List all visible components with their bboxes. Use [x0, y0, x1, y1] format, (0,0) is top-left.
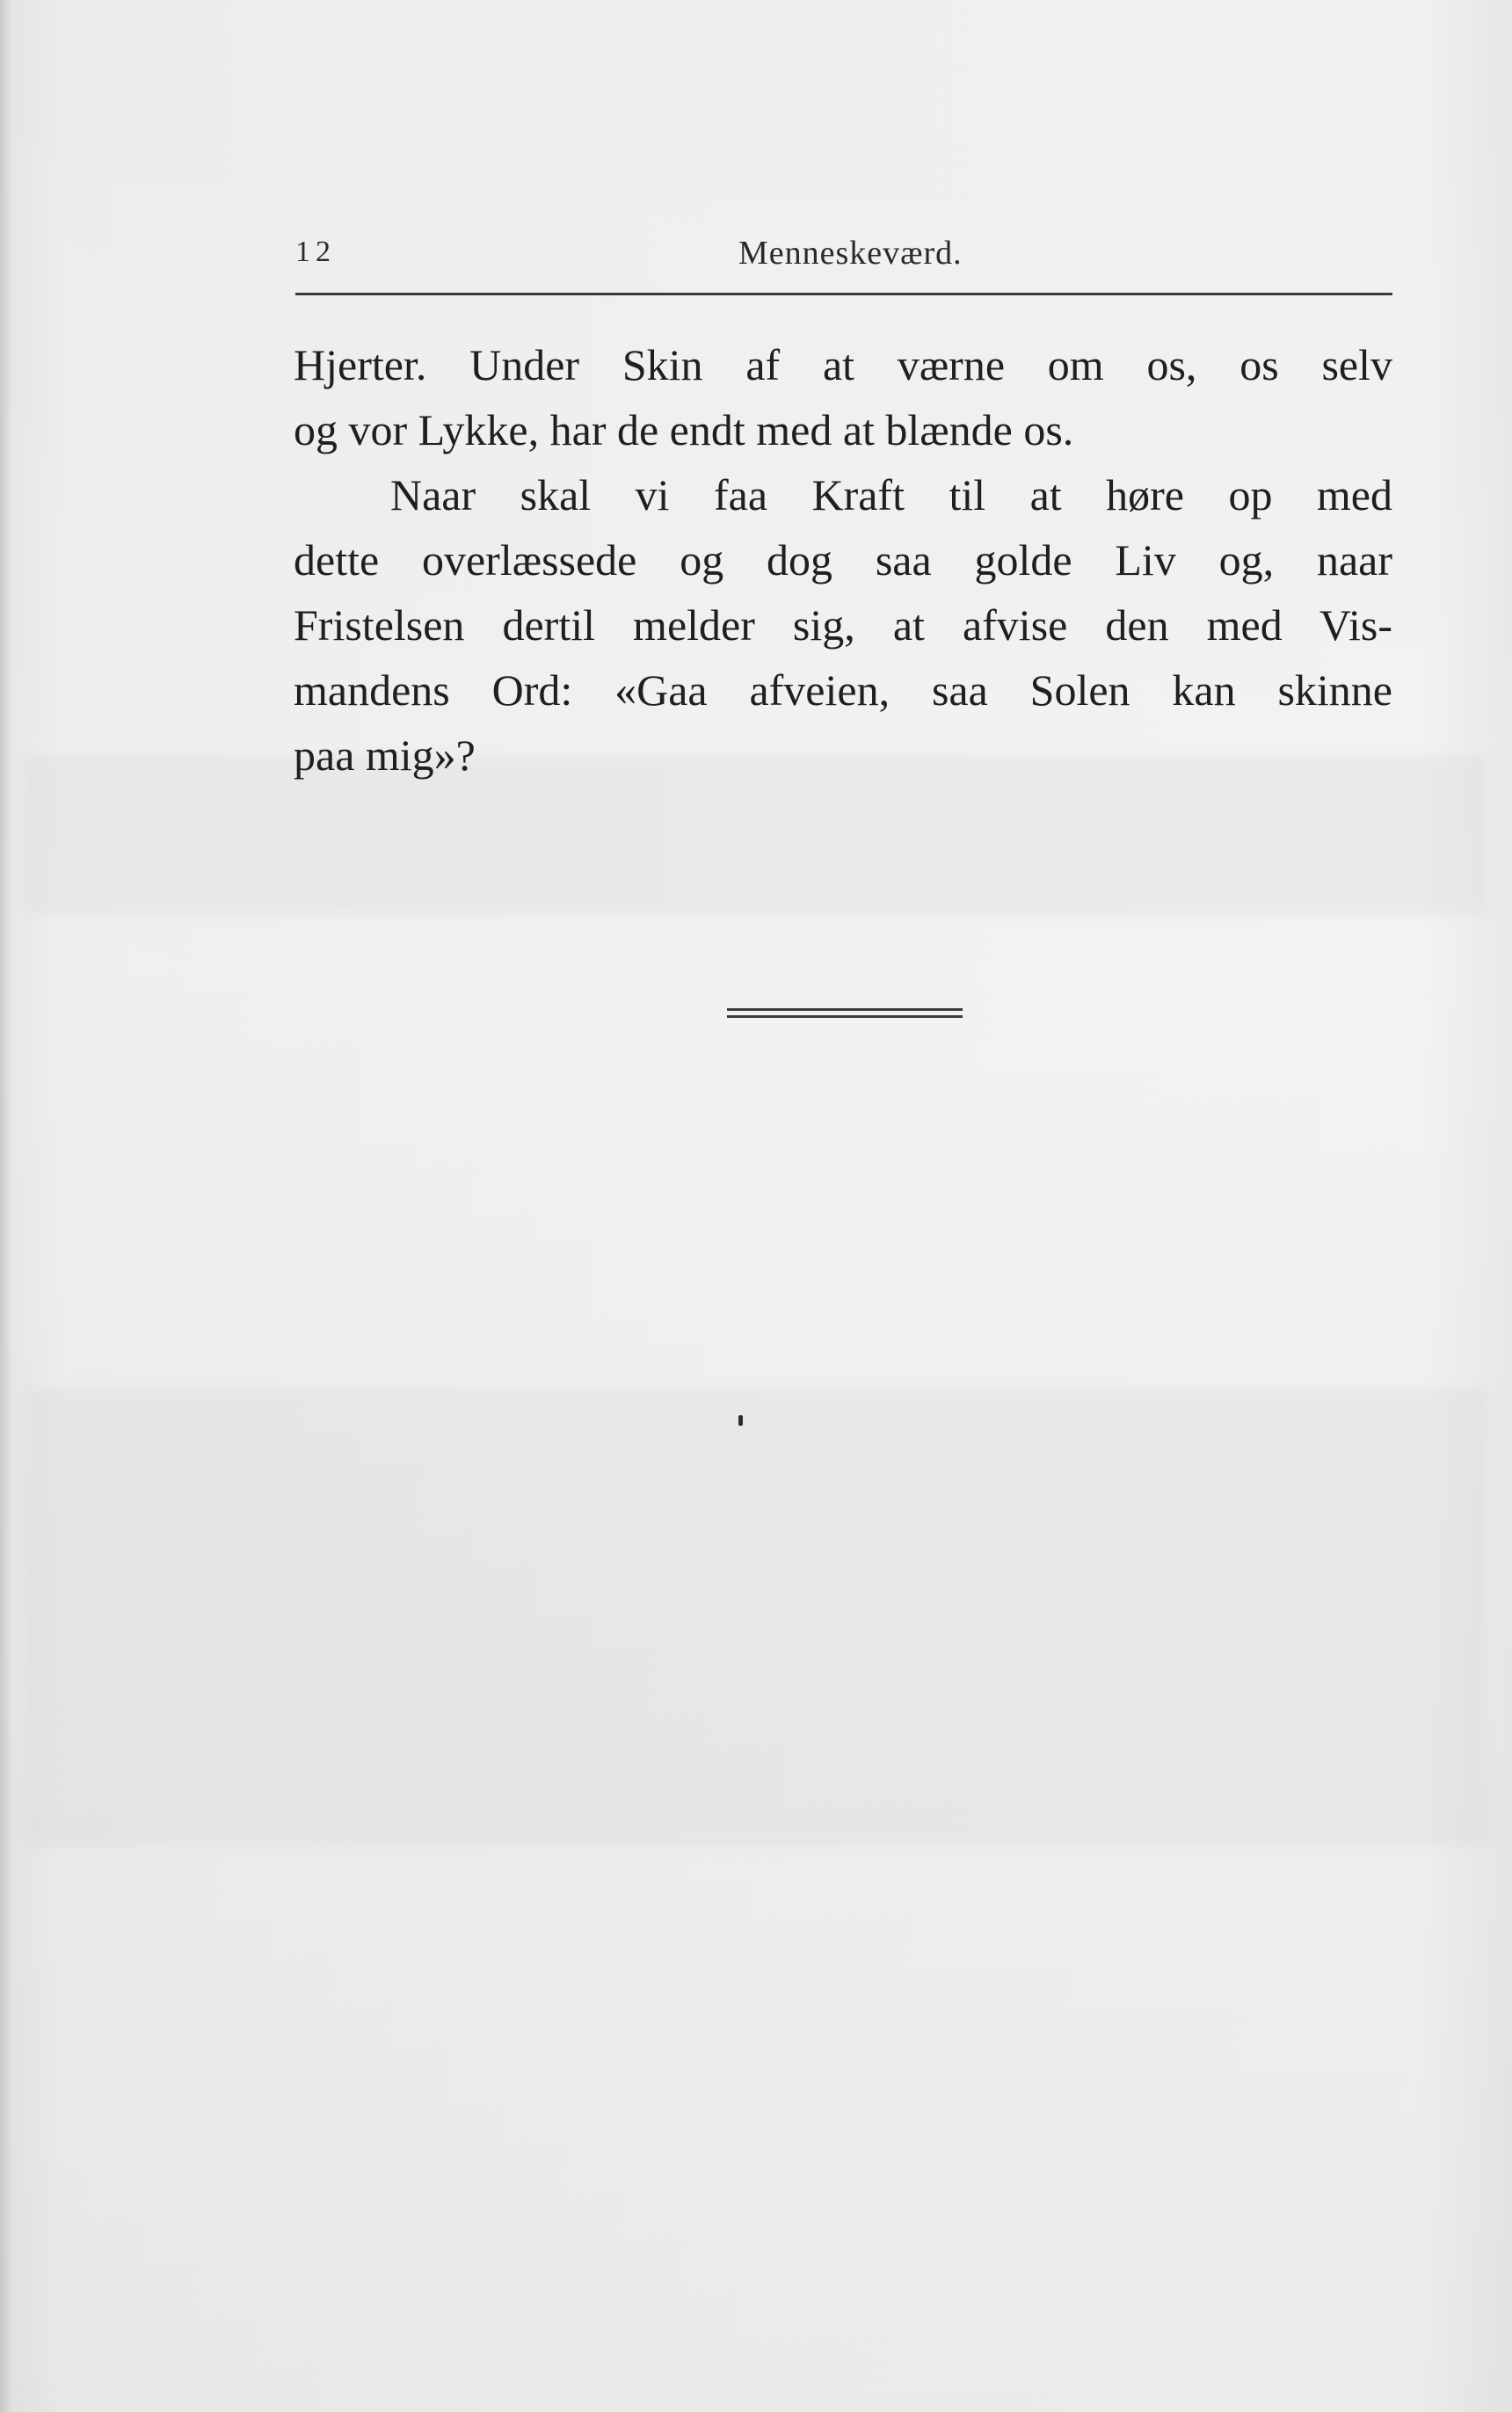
text-line: og vor Lykke, har de endt med at blænde os. — [294, 405, 1074, 454]
page-edge-shadow — [0, 0, 12, 2412]
header-rule — [295, 293, 1392, 295]
show-through-shadow — [26, 1389, 1486, 1846]
ink-speck — [738, 1415, 743, 1426]
page-number: 12 — [295, 236, 336, 268]
text-line: paa mig»? — [294, 730, 476, 780]
section-end-double-rule — [727, 1008, 963, 1022]
text-line: Hjerter. Under Skin af at værne om os, os selv — [294, 340, 1392, 389]
text-line: mandens Ord: «Gaa afveien, saa Solen kan skinne — [294, 665, 1392, 715]
running-header — [295, 230, 1391, 274]
text-line: dette overlæssede og dog saa golde Liv og, naar — [294, 535, 1392, 585]
running-title: Menneskeværd. — [738, 235, 963, 272]
text-line: Fristelsen dertil melder sig, at afvise den med Vis- — [294, 600, 1392, 650]
text-line: Naar skal vi faa Kraft til at høre op med — [390, 470, 1392, 519]
body-text — [294, 332, 1392, 788]
